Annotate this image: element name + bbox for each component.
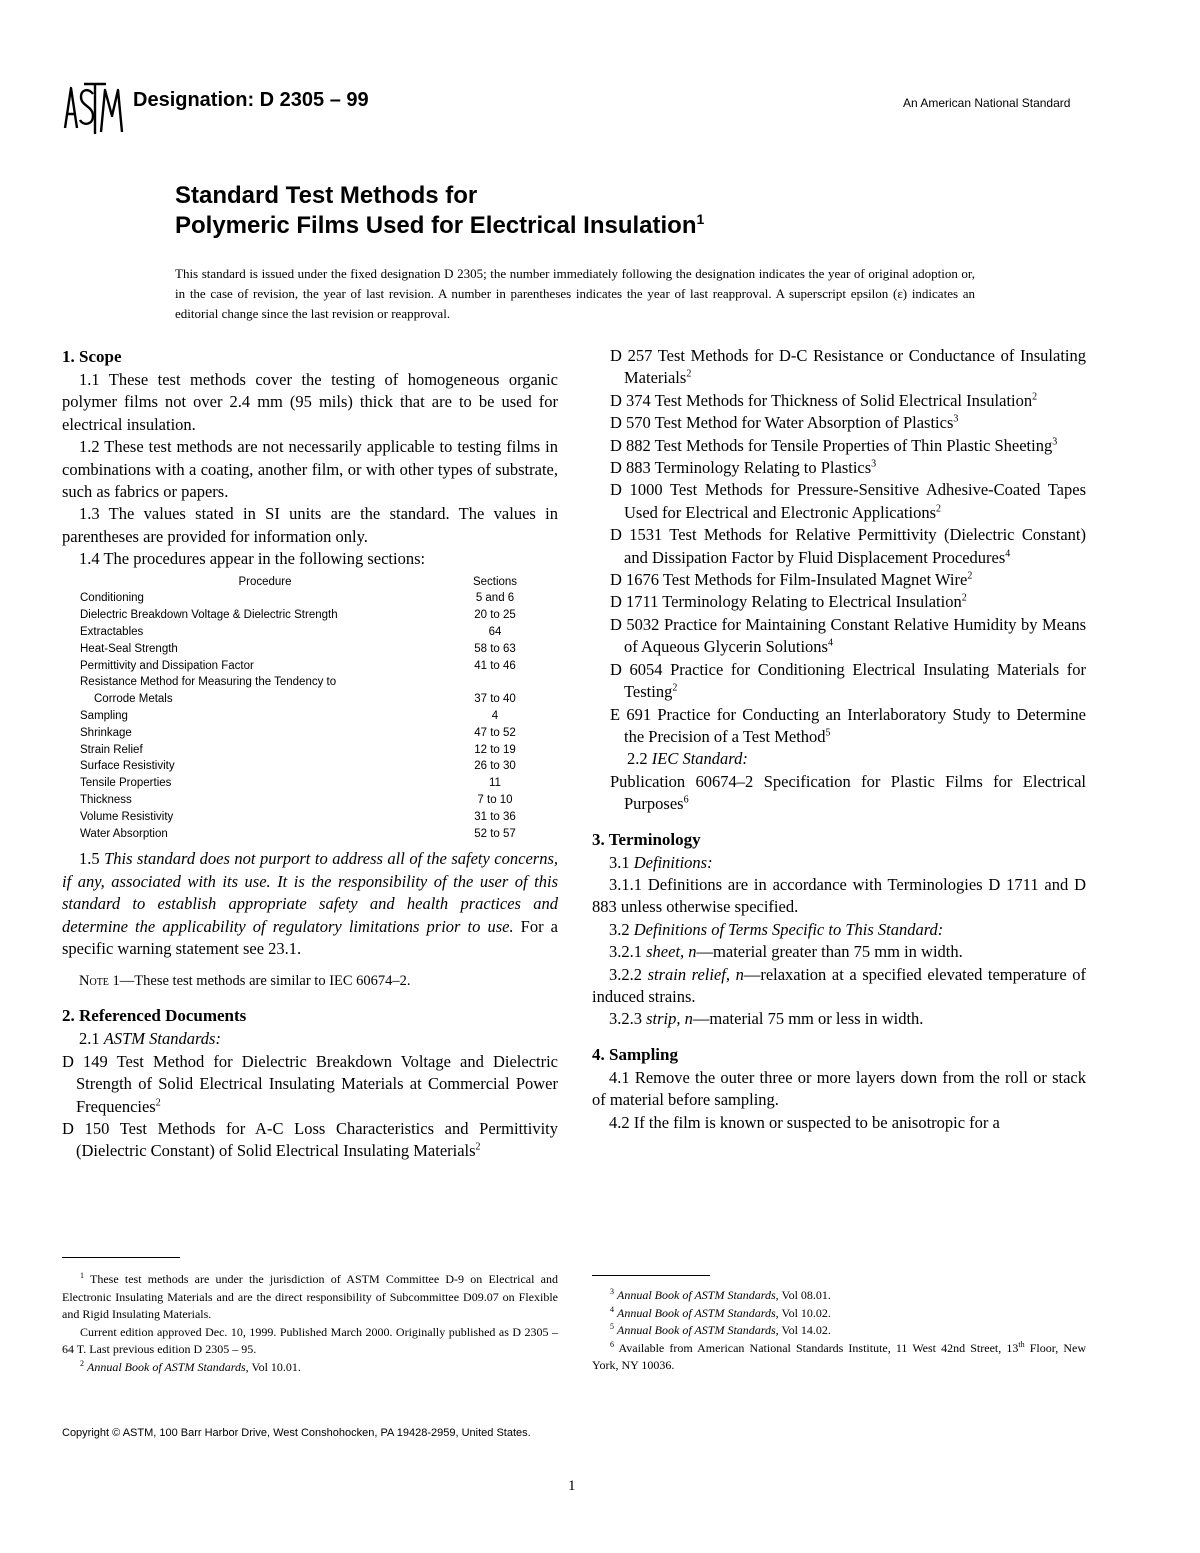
reference-item: D 1711 Terminology Relating to Electrical Insulation$^2$ — [610, 592, 967, 612]
footnote-4: $^4$ Annual Book of ASTM Standards, Vol 10.02. — [610, 1304, 831, 1320]
national-standard-label: An American National Standard — [903, 96, 1071, 110]
reference-item: D 1676 Test Methods for Film-Insulated Magnet Wire$^2$ — [610, 570, 973, 590]
paragraph-3-1-1: 3.1.1 Definitions are in accordance with Terminologies D 1711 and D 883 unless otherwise specified. — [592, 874, 1086, 917]
footnote-divider-right — [592, 1275, 710, 1276]
procedure-cell: Sampling — [80, 710, 128, 723]
sections-cell: 37 to 40 — [474, 693, 516, 706]
paragraph-1-4: 1.4 The procedures appear in the following sections: — [79, 549, 426, 569]
footnote-5: $^5$ Annual Book of ASTM Standards, Vol 14.02. — [610, 1322, 831, 1338]
reference-list-left — [62, 1051, 558, 1163]
sections-cell: 58 to 63 — [474, 642, 516, 655]
table-row — [80, 758, 540, 775]
paragraph-1-2: 1.2 These test methods are not necessarily applicable to testing films in combinations with a coating, another film, or with other types of substrate, such as fabrics or papers. — [62, 437, 558, 502]
paragraph-1-5: 1.5 This standard does not purport to address all of the safety concerns, if any, associated with its use. It is the responsibility of the user of this standard to establish appropriate safety and health practices and determine the applicability of regulatory limitations prior to use. For a specific warning statement see 23.1. — [62, 849, 559, 959]
table-row — [80, 725, 540, 742]
note-1: Note 1—These test methods are similar to IEC 60674–2. — [79, 973, 411, 990]
footnotes-right — [592, 1287, 1086, 1375]
paragraph-3-1: 3.1 Definitions: — [609, 852, 713, 872]
sections-cell: 4 — [491, 710, 499, 723]
sections-cell: 41 to 46 — [474, 659, 516, 672]
table-row — [80, 641, 540, 658]
table-row — [80, 708, 540, 725]
sections-cell: 64 — [488, 626, 502, 639]
reference-item: D 1531 Test Methods for Relative Permittivity (Dielectric Constant) and Dissipation Factor by Fluid Displacement Procedures$^4$ — [610, 525, 1086, 567]
reference-item: D 374 Test Methods for Thickness of Solid Electrical Insulation$^2$ — [610, 390, 1038, 410]
footnote-3: $^3$ Annual Book of ASTM Standards, Vol 08.01. — [610, 1287, 831, 1302]
paragraph-2-2: 2.2 IEC Standard: — [627, 749, 748, 769]
title-footnote-mark: 1 — [696, 211, 705, 227]
procedure-cell: Thickness — [80, 794, 132, 807]
paragraph-3-2-3: 3.2.3 strip, n—material 75 mm or less in width. — [609, 1009, 924, 1029]
reference-item: D 882 Test Methods for Tensile Properties of Thin Plastic Sheeting$^3$ — [610, 435, 1058, 455]
section-heading-sampling: 4. Sampling — [592, 1044, 678, 1064]
reference-item: D 149 Test Method for Dielectric Breakdown Voltage and Dielectric Strength of Solid Electrical Insulating Materials at Commercial Power Frequencies$^2$ — [62, 1051, 558, 1116]
sections-cell: 20 to 25 — [474, 609, 516, 622]
sections-cell — [450, 674, 540, 691]
table-row — [80, 742, 540, 759]
table-row — [80, 590, 540, 607]
table-row — [80, 826, 540, 843]
paragraph-2-1: 2.1 ASTM Standards: — [79, 1029, 221, 1049]
procedure-cell: Tensile Properties — [80, 777, 172, 790]
reference-item: D 1000 Test Methods for Pressure-Sensitive Adhesive-Coated Tapes Used for Electrical and Electronic Applications$^2$ — [610, 480, 1086, 522]
footnote-6: $^6$ Available from American National Standards Institute, 11 West 42nd Street, 13th Floor, New York, NY 10036. — [592, 1339, 1087, 1373]
copyright-notice: Copyright © ASTM, 100 Barr Harbor Drive, West Conshohocken, PA 19428-2959, United States. — [62, 1427, 531, 1439]
table-row — [80, 674, 540, 691]
reference-item: E 691 Practice for Conducting an Interlaboratory Study to Determine the Precision of a Test Method$^5$ — [610, 704, 1086, 746]
reference-item: D 883 Terminology Relating to Plastics$^3$ — [610, 458, 877, 478]
footnote-1-edition: Current edition approved Dec. 10, 1999. Published March 2000. Originally published as D 2305 – 64 T. Last previous edition D 2305 – 95. — [62, 1324, 558, 1357]
page-number: 1 — [568, 1478, 576, 1494]
procedure-cell: Corrode Metals — [94, 693, 173, 706]
section-heading-terminology: 3. Terminology — [592, 829, 701, 849]
paragraph-3-2: 3.2 Definitions of Terms Specific to This Standard: — [609, 919, 944, 939]
reference-iec: Publication 60674–2 Specification for Plastic Films for Electrical Purposes$^6$ — [610, 771, 1086, 814]
procedure-cell: Permittivity and Dissipation Factor — [80, 659, 254, 672]
table-header-row — [80, 574, 540, 591]
column-header-procedure: Procedure — [238, 575, 292, 588]
note-label: Note 1 — [79, 973, 120, 990]
table-row — [80, 691, 540, 708]
procedure-cell: Volume Resistivity — [80, 810, 174, 823]
procedure-cell: Extractables — [80, 626, 144, 639]
table-row — [80, 607, 540, 624]
sections-cell: 12 to 19 — [474, 743, 516, 756]
procedure-cell: Water Absorption — [80, 827, 168, 840]
table-row — [80, 792, 540, 809]
reference-list-right — [610, 345, 1086, 748]
left-column — [62, 345, 558, 1163]
footnote-1: $^1$ These test methods are under the jurisdiction of ASTM Committee D-9 on Electrical and Electronic Insulating Materials and are the direct responsibility of Subcommittee D09.07 on Flexible and Rigid Insulating Materials. — [62, 1271, 558, 1322]
designation: Designation: D 2305 – 99 — [133, 89, 369, 111]
column-header-sections: Sections — [472, 575, 518, 588]
table-row — [80, 809, 540, 826]
reference-item: D 257 Test Methods for D-C Resistance or Conductance of Insulating Materials$^2$ — [610, 346, 1086, 388]
astm-logo — [62, 80, 124, 138]
sections-cell: 5 and 6 — [475, 592, 515, 605]
section-heading-referenced-documents: 2. Referenced Documents — [62, 1006, 247, 1026]
procedure-cell: Resistance Method for Measuring the Tendency to — [80, 676, 337, 689]
sections-cell: 11 — [489, 777, 501, 790]
right-column — [592, 345, 1087, 1134]
paragraph-3-2-2: 3.2.2 strain relief, n—relaxation at a specified elevated temperature of induced strains. — [592, 964, 1087, 1006]
title-line-2: Polymeric Films Used for Electrical Insulation$^1$ — [175, 211, 705, 239]
footnotes-left — [62, 1271, 558, 1377]
procedure-cell: Dielectric Breakdown Voltage & Dielectric Strength — [80, 609, 338, 622]
table-row — [80, 658, 540, 675]
sections-cell: 7 to 10 — [477, 794, 513, 807]
paragraph-3-2-1: 3.2.1 sheet, n—material greater than 75 mm in width. — [609, 942, 963, 962]
procedure-cell: Heat-Seal Strength — [80, 642, 178, 655]
sections-cell: 47 to 52 — [474, 726, 516, 739]
table-row — [80, 775, 540, 792]
procedure-cell: Surface Resistivity — [80, 760, 175, 773]
section-heading-scope: 1. Scope — [62, 347, 122, 366]
paragraph-4-1: 4.1 Remove the outer three or more layers down from the roll or stack of material before sampling. — [592, 1067, 1086, 1110]
reference-item: D 570 Test Method for Water Absorption of Plastics$^3$ — [610, 413, 959, 433]
reference-item: D 6054 Practice for Conditioning Electrical Insulating Materials for Testing$^2$ — [610, 659, 1086, 702]
procedure-cell: Conditioning — [80, 592, 144, 605]
sections-cell: 31 to 36 — [474, 810, 516, 823]
paragraph-4-2: 4.2 If the film is known or suspected to be anisotropic for a — [609, 1112, 1000, 1132]
footnote-divider-left — [62, 1257, 180, 1258]
reference-item: D 5032 Practice for Maintaining Constant Relative Humidity by Means of Aqueous Glycerin Solutions$^4$ — [610, 614, 1086, 657]
footnote-2: $^2$ Annual Book of ASTM Standards, Vol 10.01. — [80, 1358, 301, 1374]
title-line-1: Standard Test Methods for — [175, 182, 478, 209]
document-title — [175, 181, 704, 241]
sections-cell: 26 to 30 — [474, 760, 516, 773]
procedures-table — [80, 574, 540, 843]
procedure-cell: Strain Relief — [80, 743, 143, 756]
reference-item: D 150 Test Methods for A-C Loss Characteristics and Permittivity (Dielectric Constant) of Solid Electrical Insulating Materials$^2$ — [62, 1119, 558, 1161]
procedure-cell: Shrinkage — [80, 726, 132, 739]
sections-cell: 52 to 57 — [474, 827, 516, 840]
preamble: This standard is issued under the fixed designation D 2305; the number immediately following the designation indicates the year of original adoption or, in the case of revision, the year of last revision. A number in parentheses indicates the year of last reapproval. A superscript epsilon (ε) indicates an editorial change since the last revision or reapproval. — [175, 266, 975, 321]
table-row — [80, 624, 540, 641]
paragraph-1-1: 1.1 These test methods cover the testing of homogeneous organic polymer films not over 2.4 mm (95 mils) thick that are to be used for electrical insulation. — [62, 370, 558, 434]
paragraph-1-3: 1.3 The values stated in SI units are the standard. The values in parentheses are provided for information only. — [62, 504, 558, 546]
